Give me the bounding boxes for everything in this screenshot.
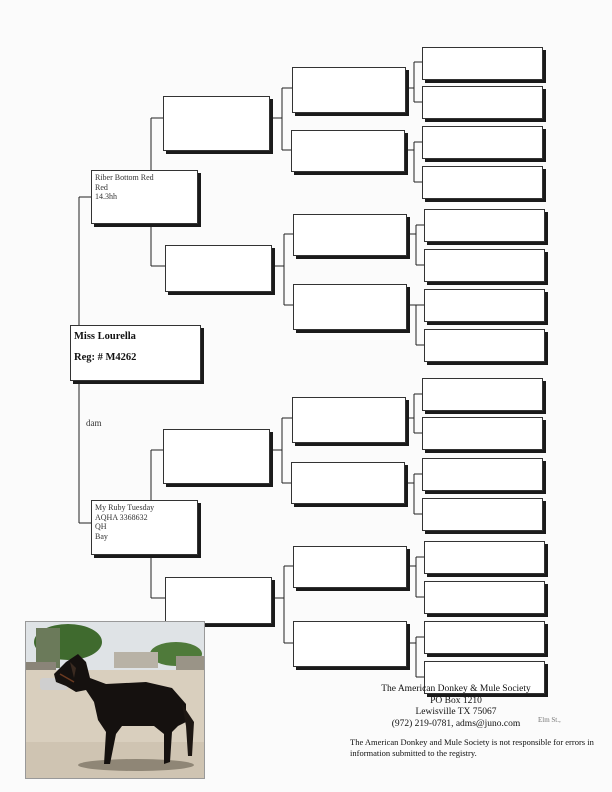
gen4-box-12 — [422, 498, 543, 531]
gen3-box-4 — [293, 284, 407, 330]
disclaimer-text: The American Donkey and Mule Society is not responsible for errors in information submitted to the registry. — [350, 737, 594, 758]
society-pobox: PO Box 1210 — [430, 695, 482, 706]
grandsire-paternal-box — [163, 96, 270, 151]
gen3-box-5 — [292, 397, 406, 443]
gen4-box-3 — [422, 126, 543, 159]
dam-label: dam — [86, 418, 102, 428]
subject-reg-number: Reg: # M4262 — [74, 352, 137, 363]
gen3-box-6 — [291, 462, 405, 504]
gen4-box-13 — [424, 541, 545, 574]
society-city: Lewisville TX 75067 — [415, 707, 497, 717]
granddam-paternal-box — [165, 245, 272, 292]
sire-box — [91, 170, 198, 224]
dam-details — [95, 503, 154, 541]
gen4-box-1 — [422, 47, 543, 80]
dam-name: My Ruby Tuesday — [95, 503, 155, 512]
dam-color: Bay — [95, 531, 108, 541]
dam-reg: AQHA 3368632 — [95, 512, 148, 522]
granddam-maternal-box — [165, 577, 272, 624]
gen4-box-6 — [424, 249, 545, 282]
gen4-box-11 — [422, 458, 543, 491]
horse-photo-image — [26, 622, 204, 778]
gen3-box-2 — [291, 130, 405, 172]
stray-address-text: Elm St., — [538, 716, 561, 724]
society-info — [350, 684, 562, 730]
dam-breed: QH — [95, 522, 107, 531]
gen4-box-5 — [424, 209, 545, 242]
society-contact: (972) 219-0781, adms@juno.com — [391, 718, 521, 729]
subject-box — [70, 325, 201, 381]
subject-name: Miss Lourella — [74, 331, 136, 342]
gen4-box-10 — [422, 417, 543, 450]
gen4-box-2 — [422, 86, 543, 119]
gen3-box-8 — [293, 621, 407, 667]
gen3-box-3 — [293, 214, 407, 256]
gen4-box-4 — [422, 166, 543, 199]
gen3-box-7 — [293, 546, 407, 588]
horse-photo — [25, 621, 205, 779]
gen4-box-15 — [424, 621, 545, 654]
grandsire-maternal-box — [163, 429, 270, 484]
sire-height: 14.3hh — [95, 192, 117, 201]
dam-box — [91, 500, 198, 555]
sire-color: Red — [95, 182, 108, 192]
society-name: The American Donkey & Mule Society — [381, 684, 531, 694]
gen3-box-1 — [292, 67, 406, 113]
gen4-box-9 — [422, 378, 543, 411]
gen4-box-7 — [424, 289, 545, 322]
gen4-box-8 — [424, 329, 545, 362]
gen4-box-14 — [424, 581, 545, 614]
sire-details — [95, 173, 154, 202]
sire-name: Riber Bottom Red — [95, 173, 154, 182]
